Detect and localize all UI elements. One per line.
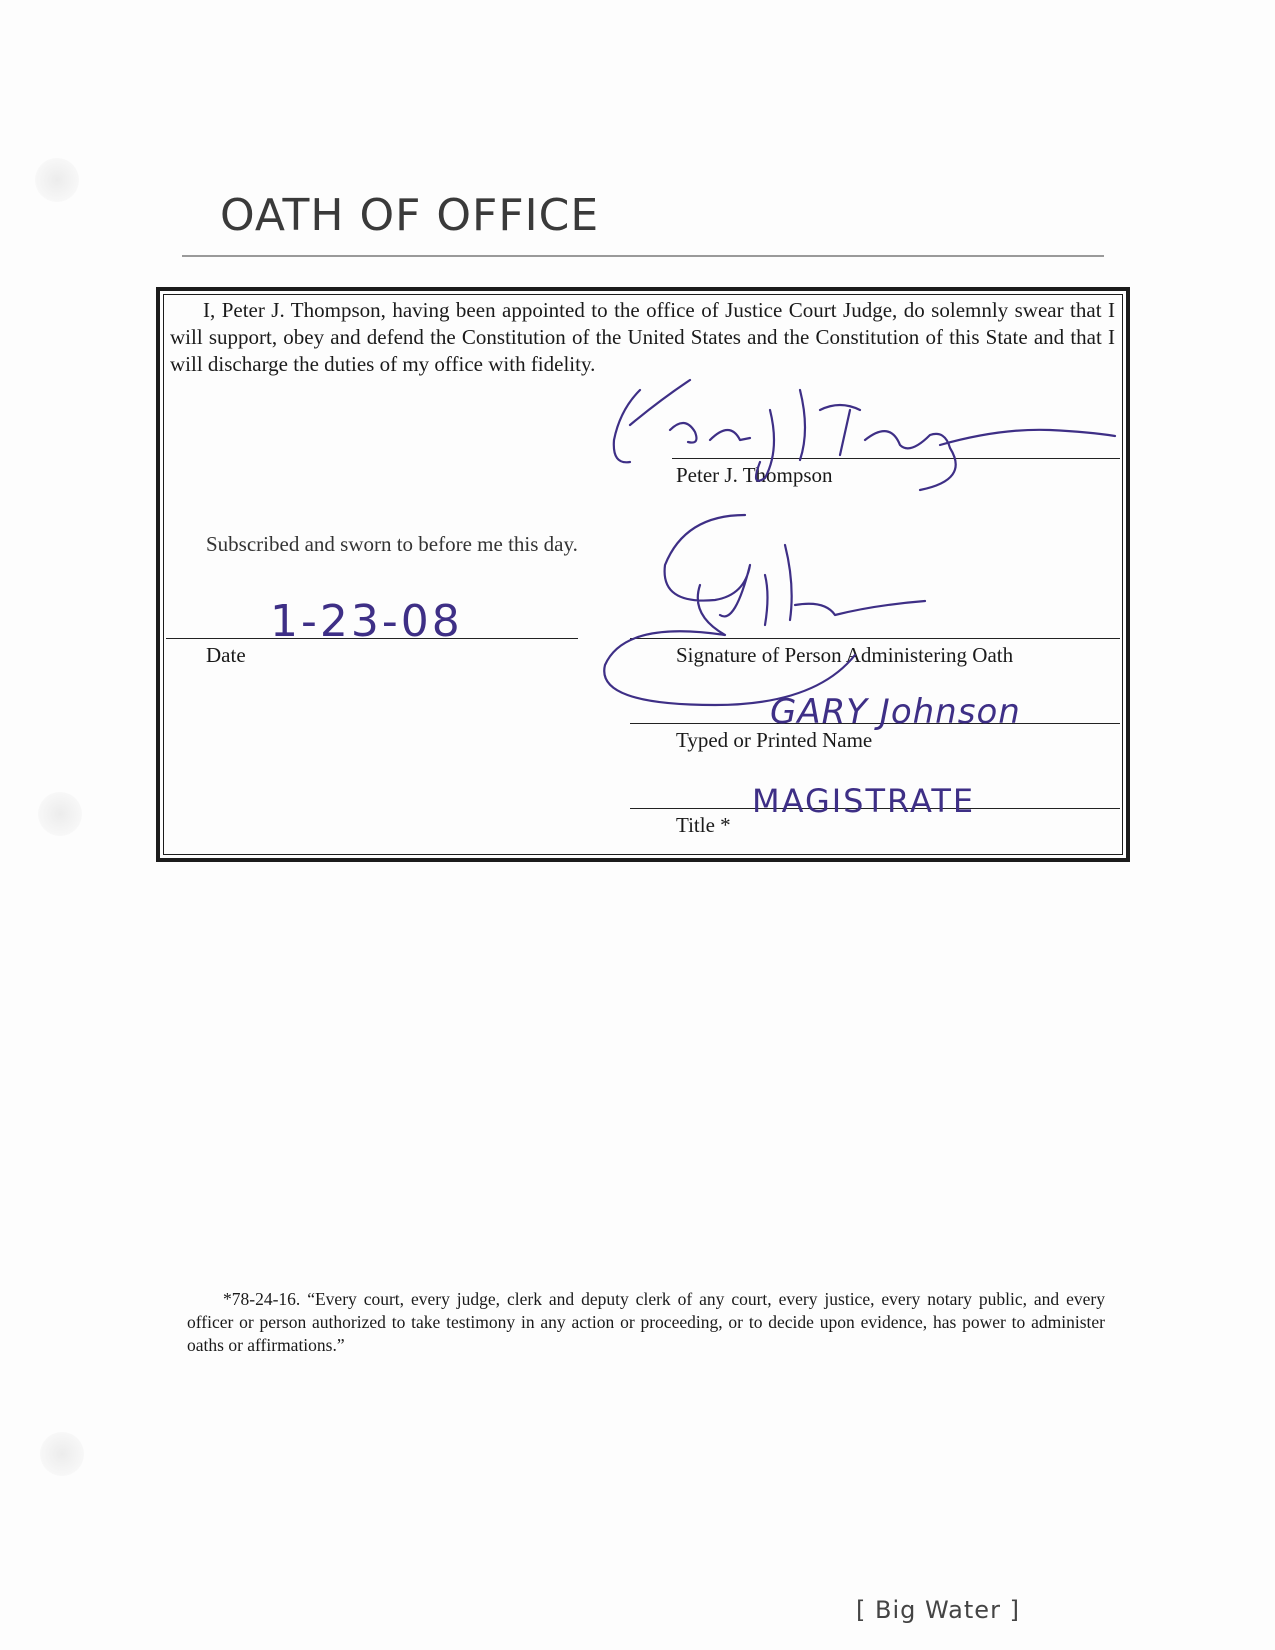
officer-signature bbox=[600, 370, 1120, 500]
title-handwritten: MAGISTRATE bbox=[752, 782, 976, 820]
punch-hole bbox=[40, 1432, 84, 1476]
title-divider bbox=[182, 255, 1104, 257]
officer-name-label: Peter J. Thompson bbox=[676, 463, 833, 487]
date-label: Date bbox=[206, 643, 246, 667]
administrator-signature-label: Signature of Person Administering Oath bbox=[676, 643, 1014, 667]
punch-hole bbox=[38, 792, 82, 836]
corner-note-handwritten: [ Big Water ] bbox=[856, 1596, 1020, 1624]
printed-name-label: Typed or Printed Name bbox=[676, 728, 873, 752]
document-title: OATH OF OFFICE bbox=[220, 190, 600, 241]
oath-statement: I, Peter J. Thompson, having been appointed to the office of Justice Court Judge, do solemnly swear that I will support, obey and defend the Constitution of the United States and the Constitution of this State and that I will discharge the duties of my office with fidelity. bbox=[170, 298, 1115, 376]
date-handwritten: 1-23-08 bbox=[270, 596, 463, 647]
statute-footnote: *78-24-16. “Every court, every judge, clerk and deputy clerk of any court, every justice, every notary public, and every officer or person authorized to take testimony in any action or proceeding, or to decide upon evidence, has power to administer oaths or affirmations.” bbox=[187, 1289, 1105, 1355]
printed-name-handwritten: GARY Johnson bbox=[770, 692, 1021, 732]
punch-hole bbox=[35, 158, 79, 202]
administrator-signature bbox=[595, 505, 975, 720]
subscribed-text: Subscribed and sworn to before me this day. bbox=[206, 532, 578, 556]
title-label: Title * bbox=[676, 813, 731, 837]
